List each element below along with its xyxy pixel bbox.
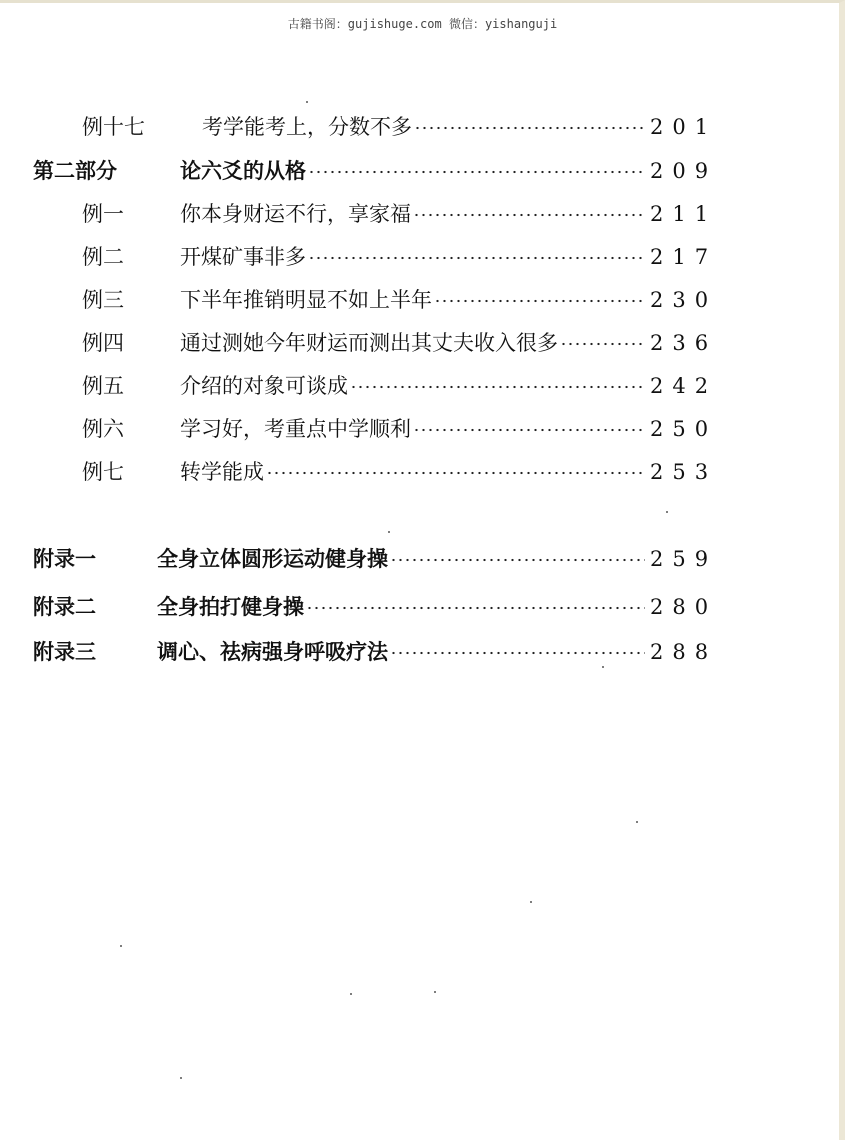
entry-title: 全身立体圆形运动健身操 <box>157 546 388 571</box>
entry-label: 附录一 <box>33 546 96 571</box>
entry-title: 转学能成 <box>180 460 264 484</box>
entry-title: 学习好，考重点中学顺利 <box>180 417 411 441</box>
entry-label: 例一 <box>82 202 124 226</box>
toc-entry-appendix1 <box>0 544 845 574</box>
dot-leader <box>306 606 645 610</box>
scan-speck <box>180 1077 182 1079</box>
toc-entry-part2 <box>0 156 845 186</box>
watermark-header: 古籍书阁：gujishuge.com 微信：yishanguji <box>287 17 558 31</box>
toc-entry-appendix3 <box>0 637 845 667</box>
entry-page-number: 250 <box>650 417 718 441</box>
entry-page-number: 217 <box>650 245 718 269</box>
entry-page-number: 242 <box>650 374 718 398</box>
entry-page-number: 211 <box>650 202 718 226</box>
entry-label: 附录二 <box>33 594 96 619</box>
scan-speck <box>602 666 604 668</box>
entry-label: 例二 <box>82 245 124 269</box>
table-of-contents <box>0 3 845 1143</box>
entry-page-number: 201 <box>650 115 718 139</box>
toc-entry-ex2 <box>0 242 845 272</box>
entry-label: 例六 <box>82 417 124 441</box>
entry-page-number: 230 <box>650 288 718 312</box>
scan-speck <box>306 101 308 103</box>
entry-page-number: 280 <box>650 595 718 619</box>
entry-label: 附录三 <box>33 639 96 664</box>
dot-leader <box>350 385 645 389</box>
toc-entry-ex6 <box>0 414 845 444</box>
dot-leader <box>413 213 645 217</box>
entry-label: 例四 <box>82 331 124 355</box>
dot-leader <box>390 558 645 562</box>
toc-entry-ex3 <box>0 285 845 315</box>
entry-title: 下半年推销明显不如上半年 <box>180 288 432 312</box>
entry-label: 例七 <box>82 460 124 484</box>
entry-title: 通过测她今年财运而测出其丈夫收入很多 <box>180 331 558 355</box>
entry-page-number: 253 <box>650 460 718 484</box>
entry-title: 考学能考上，分数不多 <box>202 115 412 139</box>
dot-leader <box>434 299 645 303</box>
scan-speck <box>636 821 638 823</box>
entry-title: 调心、祛病强身呼吸疗法 <box>157 639 388 664</box>
scan-speck <box>530 901 532 903</box>
dot-leader <box>413 428 645 432</box>
entry-label: 例五 <box>82 374 124 398</box>
entry-title: 开煤矿事非多 <box>180 245 306 269</box>
scan-speck <box>666 511 668 513</box>
toc-entry-ex1 <box>0 199 845 229</box>
dot-leader <box>308 170 645 174</box>
entry-title: 你本身财运不行，享家福 <box>180 202 411 226</box>
entry-title: 论六爻的从格 <box>180 158 306 183</box>
scan-speck <box>434 991 436 993</box>
scan-speck <box>388 531 390 533</box>
dot-leader <box>308 256 645 260</box>
entry-title: 介绍的对象可谈成 <box>180 374 348 398</box>
entry-page-number: 259 <box>650 547 718 571</box>
dot-leader <box>390 651 645 655</box>
scan-speck <box>120 945 122 947</box>
dot-leader <box>414 126 645 130</box>
toc-entry-appendix2 <box>0 592 845 622</box>
toc-entry-ex7 <box>0 457 845 487</box>
entry-title: 全身拍打健身操 <box>157 594 304 619</box>
entry-label: 例三 <box>82 288 124 312</box>
entry-page-number: 288 <box>650 640 718 664</box>
scan-speck <box>350 993 352 995</box>
toc-entry-ex5 <box>0 371 845 401</box>
dot-leader <box>266 471 645 475</box>
toc-entry-ex17 <box>0 112 845 142</box>
entry-label: 例十七 <box>82 115 145 139</box>
entry-page-number: 209 <box>650 159 718 183</box>
dot-leader <box>560 342 645 346</box>
entry-page-number: 236 <box>650 331 718 355</box>
toc-entry-ex4 <box>0 328 845 358</box>
entry-label: 第二部分 <box>33 158 117 183</box>
